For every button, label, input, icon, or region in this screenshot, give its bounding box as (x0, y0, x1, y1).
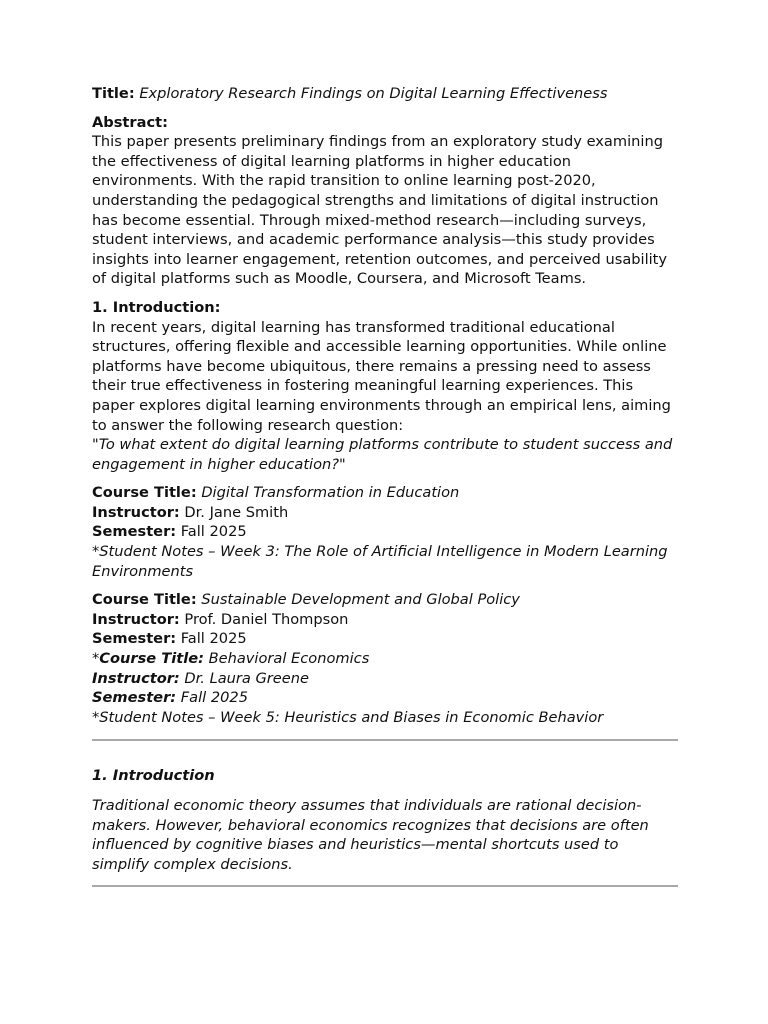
course-title-label: Course Title: (92, 484, 197, 502)
notes-asterisk: * (92, 708, 100, 726)
quote-close: " (339, 455, 346, 473)
semester-label: Semester: (92, 630, 177, 648)
abstract-body: This paper presents preliminary findings from an exploratory study examining the effectiveness of digital learning platforms in higher education environments. With the rapid transition to online learning post-2020, understanding the pedagogical strengths and limitations of digital instruction has become essential. Through mixed-method research—including surveys, student interviews, and academic performance analysis—this study provides insights into learner engagement, retention outcomes, and perceived usability of digital platforms such as Moodle, Coursera, and Microsoft Teams. (92, 133, 668, 288)
semester-value: Fall 2025 (180, 630, 247, 648)
instructor-line (92, 503, 678, 523)
spacer (92, 741, 678, 766)
student-notes-line (92, 708, 678, 728)
research-question-text: To what extent do digital learning platforms contribute to student success and engagement in higher education? (92, 436, 673, 473)
instructor-value: Dr. Laura Greene (184, 669, 309, 687)
course-title-line (92, 483, 678, 503)
notes-asterisk: * (92, 543, 100, 561)
spacer (92, 474, 678, 483)
semester-line-italic (92, 688, 678, 708)
semester-label: Semester: (92, 523, 177, 541)
course-title-value: Sustainable Development and Global Policy (201, 591, 520, 609)
semester-line (92, 629, 678, 649)
spacer (92, 581, 678, 590)
document-title-line (92, 84, 678, 104)
behavioral-intro-section (92, 766, 678, 874)
course-title-line (92, 590, 678, 610)
spacer (92, 104, 678, 113)
title-label: Title: (92, 85, 135, 102)
horizontal-divider (92, 885, 678, 887)
student-notes-line (92, 542, 678, 581)
abstract-heading: Abstract: (92, 113, 168, 131)
document-page (92, 84, 678, 887)
instructor-label: Instructor: (92, 669, 180, 687)
instructor-value: Prof. Daniel Thompson (184, 610, 349, 628)
instructor-line (92, 610, 678, 630)
instructor-line-italic (92, 669, 678, 689)
instructor-label: Instructor: (92, 503, 180, 521)
semester-value: Fall 2025 (180, 689, 248, 707)
quote-open: " (92, 436, 99, 454)
course-block-1 (92, 483, 678, 581)
instructor-label: Instructor: (92, 610, 180, 628)
spacer (92, 874, 678, 885)
section-body (92, 796, 678, 874)
course-title-line-italic (92, 649, 678, 669)
semester-line (92, 522, 678, 542)
introduction-section (92, 298, 678, 474)
spacer (92, 727, 678, 739)
section-body-text: Traditional economic theory assumes that individuals are rational decision-makers. However, behavioral economics recognizes that decisions are often influenced by cognitive biases and heuristics—mental shortcuts used to simplify complex decisions. (92, 797, 649, 873)
spacer (92, 786, 678, 796)
introduction-heading: 1. Introduction: (92, 298, 221, 316)
course-title-value: Digital Transformation in Education (201, 484, 460, 502)
instructor-value: Dr. Jane Smith (184, 503, 289, 521)
document-title: Exploratory Research Findings on Digital Learning Effectiveness (139, 85, 608, 102)
research-question (92, 435, 678, 474)
student-notes-text: Student Notes – Week 5: Heuristics and Biases in Economic Behavior (99, 708, 604, 726)
section-heading: 1. Introduction (92, 767, 215, 785)
student-notes-text: Student Notes – Week 3: The Role of Artificial Intelligence in Modern Learning Environments (92, 543, 668, 580)
course-block-2 (92, 590, 678, 727)
abstract-section (92, 113, 678, 289)
course-title-value: Behavioral Economics (208, 650, 370, 668)
course-title-label: Course Title: (99, 650, 204, 668)
course-asterisk: * (92, 650, 100, 668)
course-title-label: Course Title: (92, 591, 197, 609)
introduction-body: In recent years, digital learning has transformed traditional educational structures, offering flexible and accessible learning opportunities. While online platforms have become ubiquitous, there remains a pressing need to assess their true effectiveness in fostering meaningful learning experiences. This paper explores digital learning environments through an empirical lens, aiming to answer the following research question: (92, 318, 671, 434)
semester-label: Semester: (92, 689, 177, 707)
spacer (92, 289, 678, 298)
semester-value: Fall 2025 (180, 523, 247, 541)
